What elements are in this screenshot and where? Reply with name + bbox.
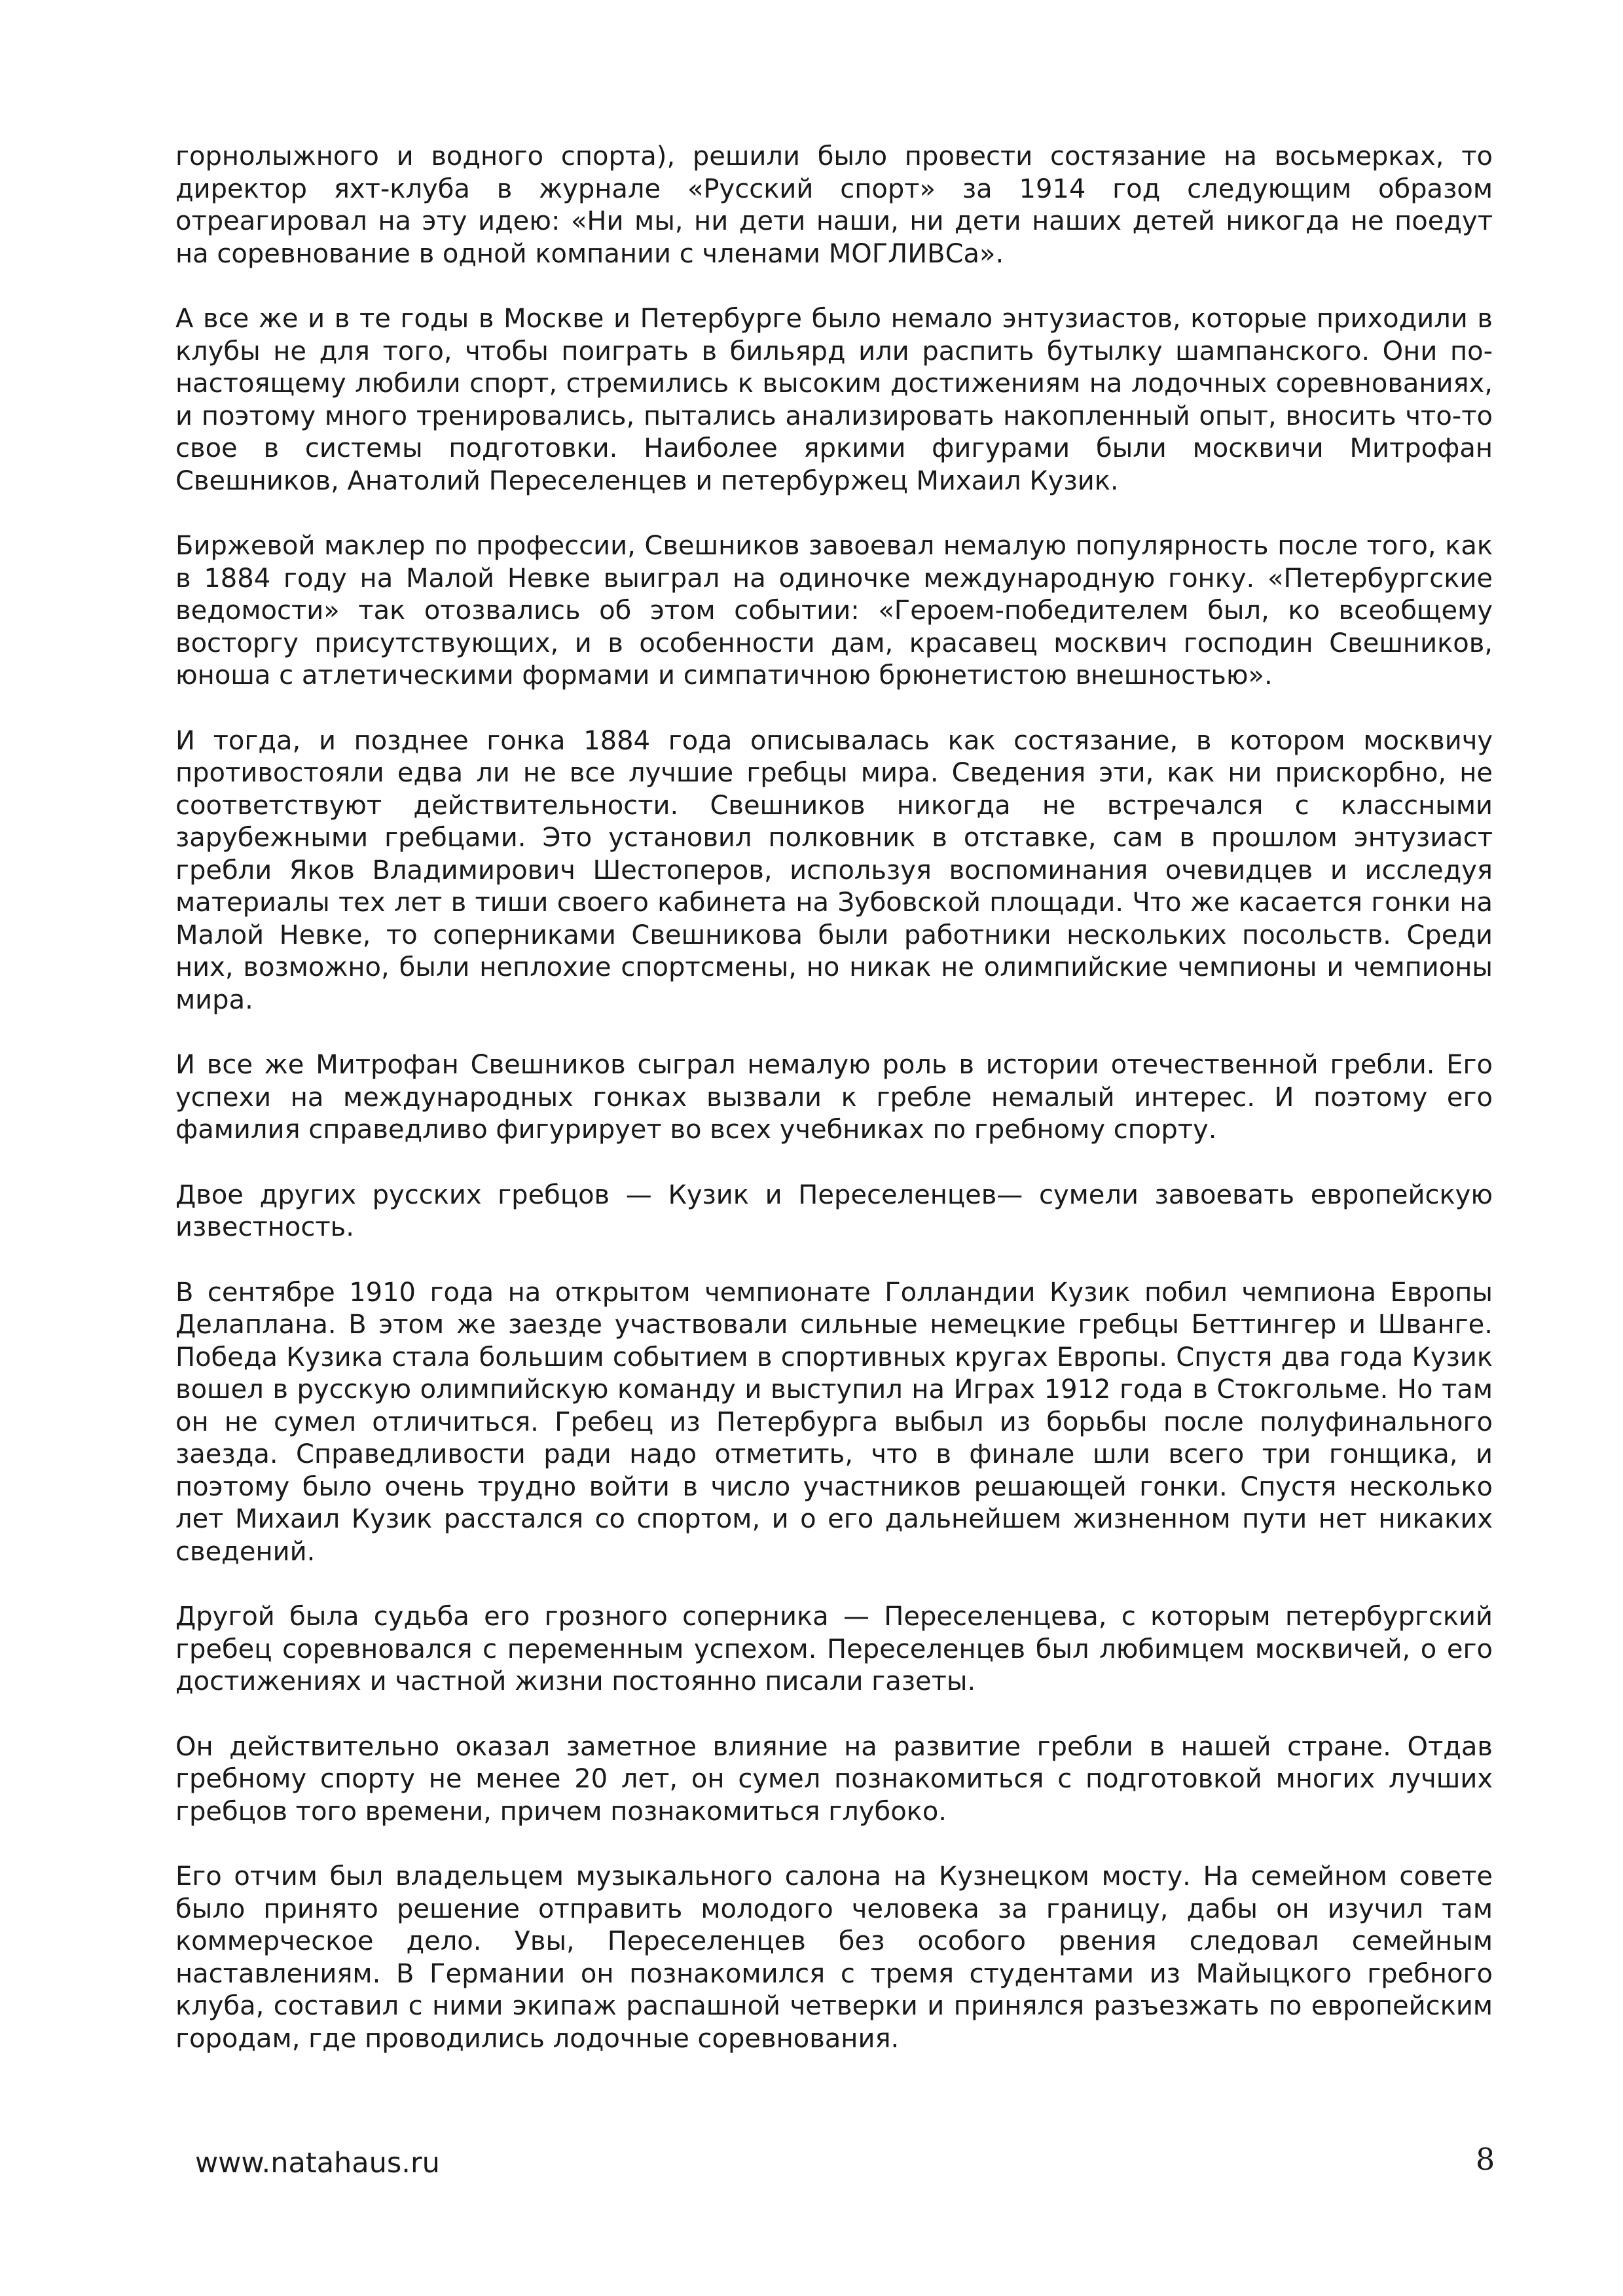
paragraph-8: Другой была судьба его грозного соперника — Переселенцева, с которым петербургский гребец соревновался с переменным успехом. Переселенцев был любимцем москвичей, о его достижениях и частной жизни постоянно писали газеты. <box>175 1602 1493 1696</box>
paragraph-7: В сентябре 1910 года на открытом чемпионате Голландии Кузик побил чемпиона Европы Делаплана. В этом же заезде участвовали сильные немецкие гребцы Беттингер и Шванге. Победа Кузика стала большим событием в спортивных кругах Европы. Спустя два года Кузик вошел в русскую олимпийскую команду и выступил на Играх 1912 года в Стокгольме. Но там он не сумел отличиться. Гребец из Петербурга выбыл из борьбы после полуфинального заезда. Справедливости ради надо отметить, что в финале шли всего три гонщика, и поэтому было очень трудно войти в число участников решающей гонки. Спустя несколько лет Михаил Кузик расстался со спортом, и о его дальнейшем жизненном пути нет никаких сведений. <box>175 1277 1493 1567</box>
paragraph-3: Биржевой маклер по профессии, Свешников завоевал немалую популярность после того, как в 1884 году на Малой Невке выиграл на одиночке международную гонку. «Петербургские ведомости» так отозвались об этом событии: «Героем-победителем был, ко всеобщему восторгу присутствующих, и в особенности дам, красавец москвич господин Свешников, юноша с атлетическими формами и симпатичною брюнетистою внешностью». <box>175 531 1493 691</box>
paragraph-10: Его отчим был владельцем музыкального салона на Кузнецком мосту. На семейном совете было принято решение отправить молодого человека за границу, дабы он изучил там коммерческое дело. Увы, Переселенцев без особого рвения следовал семейным наставлениям. В Германии он познакомился с тремя студентами из Майыцкого гребного клуба, составил с ними экипаж распашной четверки и принялся разъезжать по европейским городам, где проводились лодочные соревнования. <box>175 1861 1493 2054</box>
paragraph-6: Двое других русских гребцов — Кузик и Переселенцев— сумели завоевать европейскую известность. <box>175 1179 1493 1242</box>
paragraph-1: горнолыжного и водного спорта), решили было провести состязание на восьмерках, то директор яхт-клуба в журнале «Русский спорт» за 1914 год следующим образом отреагировал на эту идею: «Ни мы, ни дети наши, ни дети наших детей никогда не поедут на соревнование в одной компании с членами МОГЛИВСа». <box>175 141 1493 269</box>
footer-url[interactable]: www.natahaus.ru <box>195 2147 440 2179</box>
paragraph-2: А все же и в те годы в Москве и Петербурге было немало энтузиастов, которые приходили в клубы не для того, чтобы поиграть в бильярд или распить бутылку шампанского. Они по-настоящему любили спорт, стремились к высоким достижениям на лодочных соревнованиях, и поэтому много тренировались, пытались анализировать накопленный опыт, вносить что-то свое в системы подготовки. Наиболее яркими фигурами были москвичи Митрофан Свешников, Анатолий Переселенцев и петербуржец Михаил Кузик. <box>175 304 1493 496</box>
paragraph-5: И все же Митрофан Свешников сыграл немалую роль в истории отечественной гребли. Его успехи на международных гонках вызвали к гребле немалый интерес. И поэтому его фамилия справедливо фигурирует во всех учебниках по гребному спорту. <box>175 1050 1493 1145</box>
paragraph-9: Он действительно оказал заметное влияние на развитие гребли в нашей стране. Отдав гребному спорту не менее 20 лет, он сумел познакомиться с подготовкой многих лучших гребцов того времени, причем познакомиться глубоко. <box>175 1731 1493 1827</box>
paragraph-4: И тогда, и позднее гонка 1884 года описывалась как состязание, в котором москвичу противостояли едва ли не все лучшие гребцы мира. Сведения эти, как ни прискорбно, не соответствуют действительности. Свешников никогда не встречался с классными зарубежными гребцами. Это установил полковник в отставке, сам в прошлом энтузиаст гребли Яков Владимирович Шестоперов, используя воспоминания очевидцев и исследуя материалы тех лет в тиши своего кабинета на Зубовской площади. Что же касается гонки на Малой Невке, то соперниками Свешникова были работники нескольких посольств. Среди них, возможно, были неплохие спортсмены, но никак не олимпийские чемпионы и чемпионы мира. <box>175 725 1493 1015</box>
page-number: 8 <box>1476 2142 1495 2177</box>
body-text <box>175 141 1493 2088</box>
